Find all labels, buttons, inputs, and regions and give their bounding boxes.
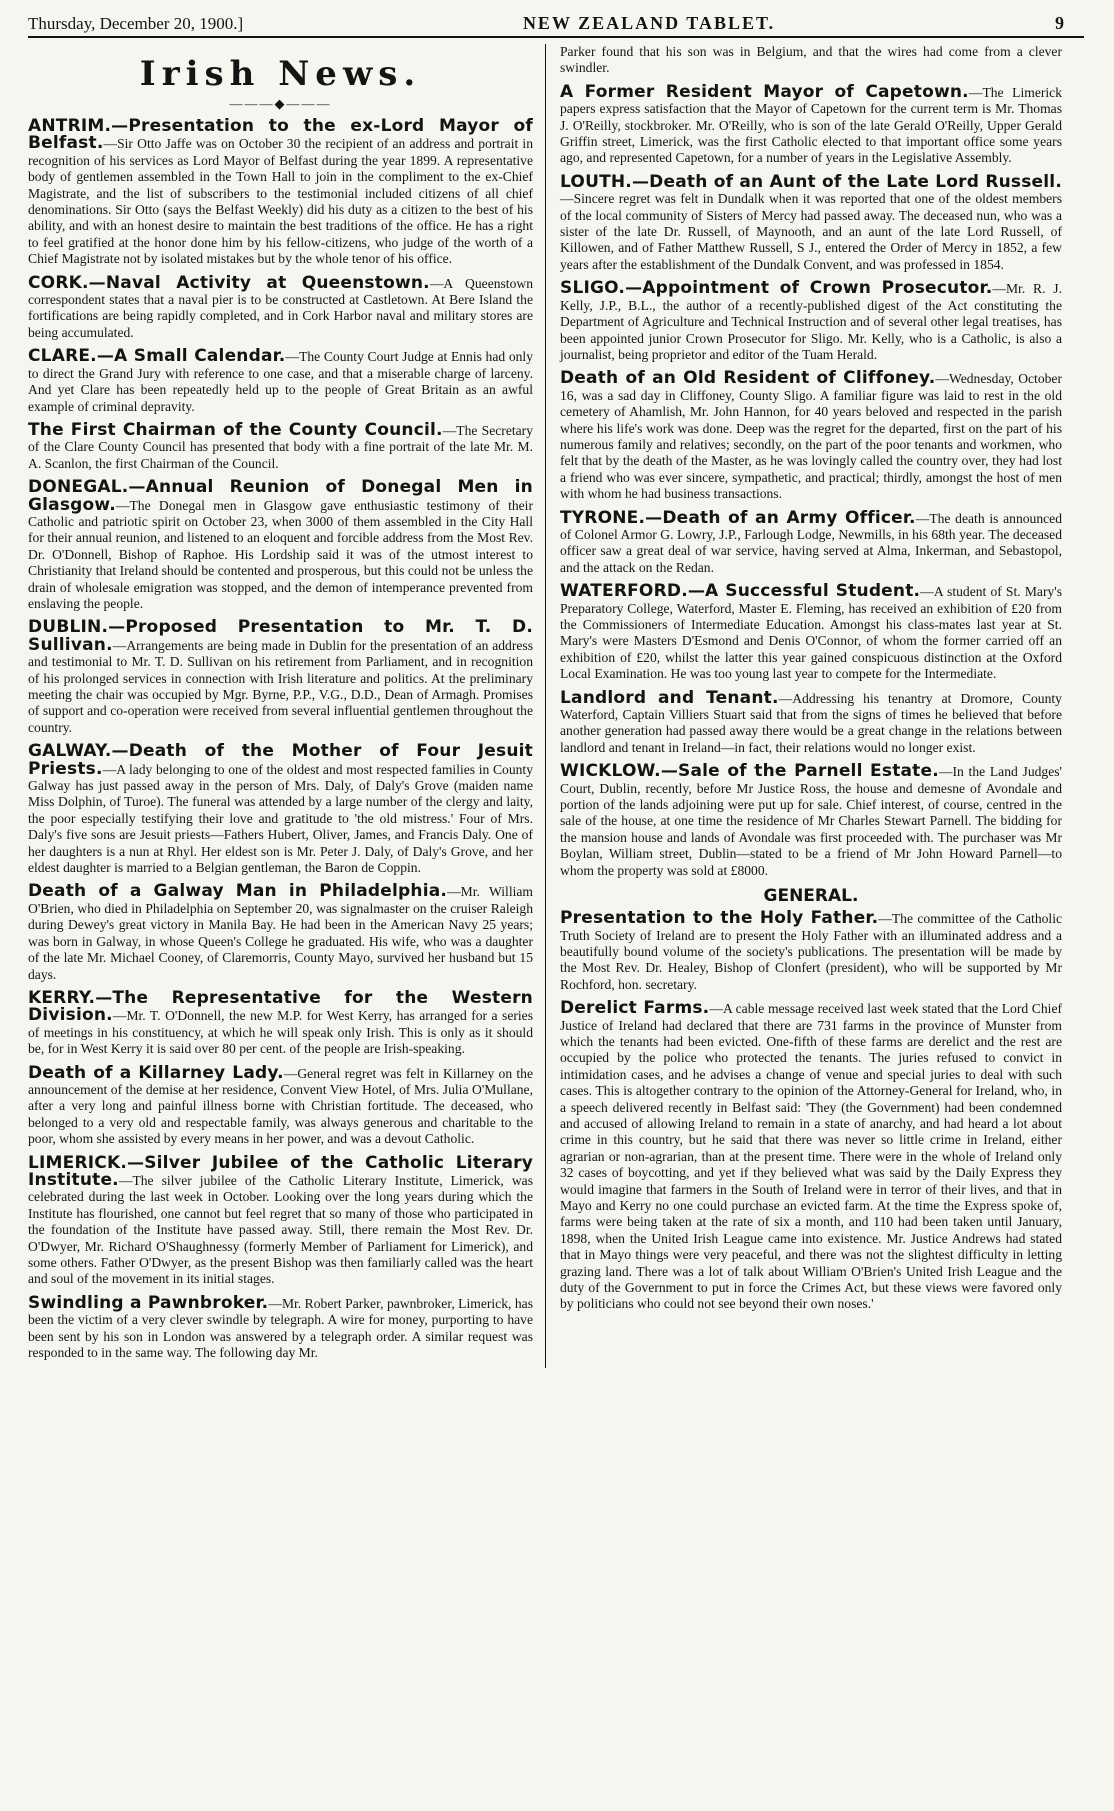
article bbox=[28, 743, 533, 876]
article-body: —General regret was felt in Killarney on the announcement of the demise at her residence, Convent View Hotel, of Mrs. Julia O'Mullane, after a very long and painful illness borne with Christian fortitude. The deceased, who belonged to a very old and respectable family, was always generous and charitable to the poor, whom she assisted by every means in her power, and was a devout Catholic. bbox=[28, 1065, 533, 1147]
article bbox=[560, 280, 1062, 363]
left-articles bbox=[28, 118, 533, 1361]
article-body: —Sincere regret was felt in Dundalk when it was reported that one of the oldest members of the local community of Sisters of Mercy had passed away. The deceased nun, who was a sister of the late Dr. Russell, of Maynooth, and an aunt of the late Lord Russell, of Killowen, and of Father Matthew Russell, S J., entered the Order of Mercy in 1852, a few years after the establishment of the Dundalk Convent, and was professed in 1854. bbox=[560, 191, 1062, 272]
article-headline: Death of an Old Resident of Cliffoney. bbox=[560, 368, 936, 389]
article-body: —The Donegal men in Glasgow gave enthusiastic testimony of their Catholic and patriotic spirit on October 23, when 3000 of them assembled in the City Hall for their annual reunion, and listened to an eloquent and forcible address from the Most Rev. Dr. O'Donnell, Bishop of Raphoe. His Lordship said it was of the utmost interest to Christianity that Ireland should be contented and prosperous, but this could not be unless the drain of wholesale emigration was stopped, and the demon of intemperance prevented from enslaving the people. bbox=[28, 497, 533, 611]
article bbox=[28, 883, 533, 982]
right-column bbox=[545, 44, 1062, 1368]
article bbox=[560, 171, 1062, 273]
article-body: —Sir Otto Jaffe was on October 30 the recipient of an address and portrait in recognition of his services as Lord Mayor of Belfast during the year 1899. A representative body of gentlemen assembled in the Town Hall to join in the compliment to the ex-Chief Magistrate, and the list of subscribers to the testimonial included citizens of all chief denominations. Sir Otto (says the Belfast Weekly) did his duty as a citizen to the best of his ability, and with an honest desire to maintain the best traditions of the office. He has a right to feel gratified at the honor done him by his fellow-citizens, who judge of the worth of a Chief Magistrate not by isolated mistakes but by the whole tenor of his office. bbox=[28, 136, 533, 267]
article bbox=[560, 687, 1062, 757]
article-headline: Derelict Farms. bbox=[560, 998, 710, 1019]
article bbox=[560, 763, 1062, 879]
right-articles bbox=[560, 44, 1062, 879]
article-body: —A lady belonging to one of the oldest and most respected families in County Galway has just passed away in the person of Mrs. Daly, of Daly's Grove (maiden name Miss Dolphin, of Turoe). The funeral was attended by a large number of the clergy and laity, the poor especially testifying their love and gratitude to 'the old mistress.' Four of Mrs. Daly's five sons are Jesuit priests—Fathers Hubert, Oliver, James, and Francis Daly. One of her daughters is a nun at Rhyl. Her eldest son is Mr. Peter J. Daly, of Daly's Grove, and her eldest daughter is married to a Belgian gentleman, the Baron de Coppin. bbox=[28, 761, 533, 876]
article-headline: Death of a Killarney Lady. bbox=[28, 1062, 284, 1083]
issue-date: Thursday, December 20, 1900.] bbox=[28, 14, 244, 33]
article-headline: DONEGAL.—Annual Reunion of Donegal Men in Glasgow. bbox=[28, 477, 533, 515]
article bbox=[28, 419, 533, 472]
article bbox=[560, 507, 1063, 577]
article bbox=[28, 1062, 533, 1148]
section-masthead: Irish News. bbox=[139, 54, 422, 94]
running-head bbox=[28, 8, 1084, 38]
article bbox=[28, 987, 533, 1058]
article-body: —Mr. R. J. Kelly, J.P., B.L., the author of a recently-published digest of the Act constituting the Department of Agriculture and Technical Instruction and of several other legal treatises, has been appointed junior Crown Prosecutor for Sligo. Mr. Kelly, who is a Catholic, is also a journalist, being proprietor and editor of the Tuam Herald. bbox=[560, 281, 1062, 362]
article-headline: TYRONE.—Death of an Army Officer. bbox=[560, 507, 916, 528]
article bbox=[560, 44, 1062, 77]
article-headline: WICKLOW.—Sale of the Parnell Estate. bbox=[560, 761, 939, 782]
publication-title: NEW ZEALAND TABLET. bbox=[522, 13, 776, 33]
article-body: —The County Court Judge at Ennis had only to direct the Grand Jury with reference to one case, and that a miserable charge of larceny. And yet Clare has been repeatedly held up to the people of Great Britain as an awful example of criminal depravity. bbox=[28, 349, 533, 414]
article bbox=[560, 81, 1062, 167]
article-headline: The First Chairman of the County Council. bbox=[28, 419, 443, 440]
article-headline: A Former Resident Mayor of Capetown. bbox=[560, 81, 969, 102]
article-body: —A student of St. Mary's Preparatory College, Waterford, Master E. Fleming, has received an exhibition of £20 from the Commissioners of Intermediate Education. Amongst his class-mates last year at St. Mary's were Masters D'Esmond and Denis O'Connor, of whom the former carried off an exhibition of £20, whilst the latter this year gained conspicuous distinction at the Oxford Local Examination. He was too young last year to compete for the Intermediate. bbox=[560, 584, 1063, 682]
article-headline: CLARE.—A Small Calendar. bbox=[28, 346, 286, 367]
article-body: —Addressing his tenantry at Dromore, County Waterford, Captain Villiers Stuart said that from the signs of times he believed that before another generation had passed away there would be a great change in the relations between landlord and tenant in Ireland—in fact, their relations would no longer exist. bbox=[560, 690, 1062, 755]
general-section-heading: GENERAL. bbox=[763, 886, 859, 907]
article-headline: LOUTH.—Death of an Aunt of the Late Lord Russell. bbox=[560, 171, 1062, 192]
columns bbox=[28, 44, 1084, 1368]
article-headline: KERRY.—The Representative for the Western Division. bbox=[28, 987, 533, 1026]
article-headline: Swindling a Pawnbroker. bbox=[28, 1292, 269, 1313]
article-headline: LIMERICK.—Silver Jubilee of the Catholic Literary Institute. bbox=[28, 1152, 533, 1190]
article-body: —Arrangements are being made in Dublin for the presentation of an address and testimonial to Mr. T. D. Sullivan on his retirement from Parliament, and in recognition of his prolonged services in connection with Irish literature and politics. At the preliminary meeting the chair was occupied by Mgr. Byrne, P.P., V.G., D.D., Dean of Armagh. Promises of support and co-operation were received from several influential gentlemen throughout the country. bbox=[28, 637, 533, 735]
page-number: 9 bbox=[1055, 13, 1064, 33]
article-body: —Mr. Robert Parker, pawnbroker, Limerick, has been the victim of a very clever swindle by telegraph. A wire for money, purporting to have been sent by his son in London was answered by a telegraph order. A similar request was responded to in the same way. The following day Mr. bbox=[28, 1295, 533, 1361]
article bbox=[28, 1152, 533, 1288]
article bbox=[28, 479, 533, 612]
article-body: —Mr. William O'Brien, who died in Philadelphia on September 20, was signalmaster on the cruiser Raleigh during Dewey's great victory in Manila Bay. He had been in the American Navy 25 years; was born in Galway, in whose Queen's College he graduated. His wife, who was a daughter of the late Mr. Michael Cooney, of Claremorris, County Mayo, survived her husband but 15 days. bbox=[28, 884, 533, 982]
article bbox=[28, 272, 533, 342]
article bbox=[28, 619, 533, 736]
article-headline: Landlord and Tenant. bbox=[560, 687, 779, 708]
article-headline: DUBLIN.—Proposed Presentation to Mr. T. D. Sullivan. bbox=[28, 617, 533, 655]
article-body: —The Limerick papers express satisfaction that the Mayor of Capetown for the current term is Mr. Thomas J. O'Reilly, stockbroker. Mr. O'Reilly, who is son of the late Gerald O'Reilly, Upper Gerald Griffin street, Limerick, was the first Catholic elected to that important office some years ago, and represented Capetown, for a number of years in the Legislative Assembly. bbox=[560, 84, 1062, 166]
article bbox=[28, 118, 533, 268]
article-body: —The silver jubilee of the Catholic Literary Institute, Limerick, was celebrated during the last week in October. Looking over the long years during which the Institute has flourished, one cannot but feel regret that so many of those who participated in the foundation of the Institute have passed away. Still, there remain the Most Rev. Dr. O'Dwyer, Mr. Richard O'Shaughnessy (formerly Member of Parliament for Limerick), and some others. Father O'Dwyer, as the present Bishop was then familiarly called was the heart and soul of the movement in its initial stages. bbox=[28, 1172, 533, 1287]
article-body: Parker found that his son was in Belgium, and that the wires had come from a clever swindler. bbox=[560, 44, 1062, 76]
article-body: —The committee of the Catholic Truth Society of Ireland are to present the Holy Father with an illuminated address and a beautifully bound volume of the society's publications. The presentation will be made by the Most Rev. Dr. Healey, Bishop of Clonfert (president), who will be supported by Mr Rochford, hon. secretary. bbox=[560, 911, 1062, 992]
article-headline: Presentation to the Holy Father. bbox=[560, 908, 879, 929]
article-headline: ANTRIM.—Presentation to the ex-Lord Mayor of Belfast. bbox=[28, 116, 533, 154]
ornament-divider: ———◆——— bbox=[229, 96, 332, 111]
article bbox=[560, 583, 1062, 682]
article bbox=[560, 1000, 1062, 1313]
article bbox=[28, 348, 533, 415]
article bbox=[560, 910, 1062, 993]
left-column bbox=[28, 44, 545, 1368]
article-body: —The Secretary of the Clare County Council has presented that body with a fine portrait of the late Mr. M. A. Scanlon, the first Chairman of the Council. bbox=[28, 422, 533, 471]
article-headline: WATERFORD.—A Successful Student. bbox=[560, 581, 921, 602]
general-articles bbox=[560, 910, 1062, 1313]
article bbox=[28, 1292, 533, 1362]
article-headline: SLIGO.—Appointment of Crown Prosecutor. bbox=[560, 278, 993, 299]
article-body: —Wednesday, October 16, was a sad day in Cliffoney, County Sligo. A familiar figure was laid to rest in the old cemetery of Ahamlish, Mr. John Hannon, for 40 years beloved and respected in the parish where his life's work was done. Deep was the regret for the departed, first on the part of his numerous family and relatives; secondly, on the part of the poor tenants and workmen, who felt that by the death of the Master, as he was lovingly called the country over, they had lost a friend who was ever sincere, sympathetic, and practical; thirdly, amongst the host of men with whom he had business transactions. bbox=[560, 371, 1062, 502]
article-body: —A cable message received last week stated that the Lord Chief Justice of Ireland had declared that there are 731 farms in the province of Munster from which the tenants had been evicted. One-fifth of these farms are derelict and the rest are occupied by the police who protected the tenants. The juries refused to convict in intimidation cases, and he advises a change of venue and special juries to deal with such cases. This is altogether contrary to the opinion of the Attorney-General for Ireland, who, in a speech delivered recently in Belfast said: 'They (the Government) had been condemned and accused of allowing Ireland to remain in a state of anarchy, and had heard a lot about crime in this country, but he said that there was never so little crime in Ireland, either agrarian or non-agrarian, than at the present time. There were in the whole of Ireland only 32 cases of boycotting, and yet if they believed what was said by the Daily Express they would imagine that farmers in the South of Ireland were in terror of their lives, and that in Mayo and Kerry no one could purchase an evicted farm. At the time the Express spoke of, farms were being taken at the rate of six a month, and 110 had been taken until January, 1898, when the United Irish League came into existence. Mr. Justice Andrews had stated that in Mayo things were very peaceful, and there was not the slightest difficulty in letting grazing land. There was a lot of talk about William O'Brien's United Irish League and the duty of the Government to put in force the Crimes Act, but these views were favored only by politicians who could not see beyond their own noses.' bbox=[560, 1001, 1063, 1312]
article-body: —In the Land Judges' Court, Dublin, recently, before Mr Justice Ross, the house and demesne of Avondale and portion of the lands adjoining were put up for sale. Chief interest, of course, centred in the sale of the house, at one time the residence of Mr Charles Stewart Parnell. The bidding for the mansion house and lands of Avondale was first proceeded with. The purchaser was Mr Boylan, William street, Dublin—stated to be a friend of Mr John Howard Parnell—to whom the property was sold at £8000. bbox=[560, 764, 1062, 878]
article-headline: CORK.—Naval Activity at Queenstown. bbox=[28, 272, 430, 293]
article-body: —The death is announced of Colonel Armor G. Lowry, J.P., Farlough Lodge, Newmills, in his 68th year. The deceased officer saw a great deal of war service, having served at Alma, Inkerman, and Sebastopol, and the attack on the Redan. bbox=[560, 510, 1063, 575]
article-headline: Death of a Galway Man in Philadelphia. bbox=[28, 881, 448, 902]
article-body: —Mr. T. O'Donnell, the new M.P. for West Kerry, has arranged for a series of meetings in his constituency, at which he will speak only Irish. This is only as it should be, for in West Kerry it is said over 80 per cent. of the people are Irish-speaking. bbox=[28, 1008, 533, 1057]
article-headline: GALWAY.—Death of the Mother of Four Jesuit Priests. bbox=[28, 741, 533, 779]
article-body: —A Queenstown correspondent states that a naval pier is to be constructed at Castletown. At Bere Island the fortifications are being rapidly completed, and in Cork Harbor naval and military stores are being accumulated. bbox=[28, 275, 533, 340]
article bbox=[560, 370, 1062, 502]
